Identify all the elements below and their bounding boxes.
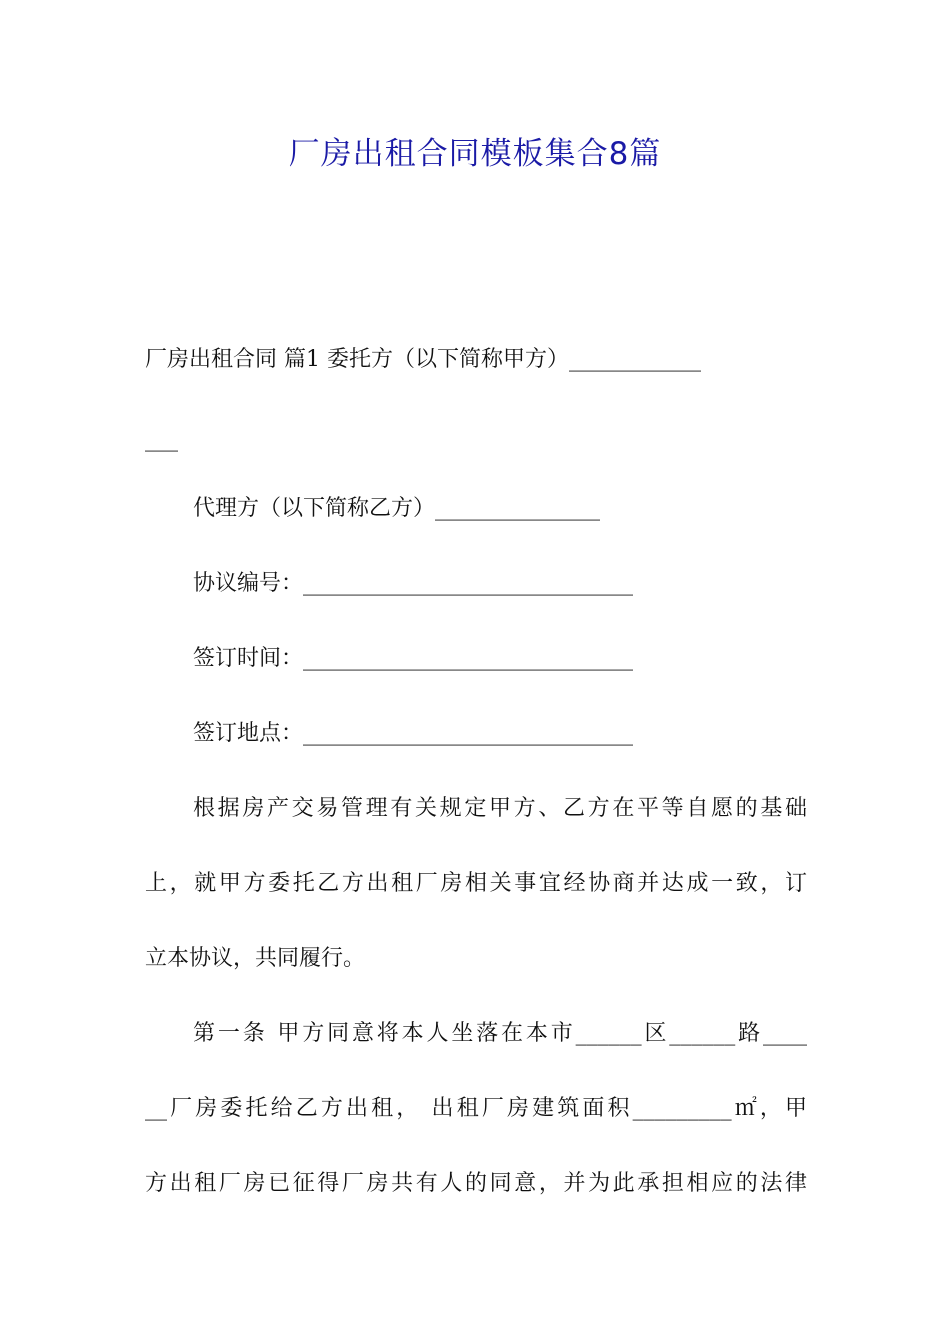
paragraph-line: 立本协议，共同履行。 [145, 946, 366, 971]
paragraph-line: 上，就甲方委托乙方出租厂房相关事宜经协商并达成一致，订 [145, 871, 807, 896]
paragraph-line: 根据房产交易管理有关规定甲方、乙方在平等自愿的基础 [193, 796, 807, 821]
article-one-line: 第一条 甲方同意将本人坐落在本市______区______路____ [193, 1021, 807, 1046]
article-one-line: __厂房委托给乙方出租， 出租厂房建筑面积_________㎡，甲 [145, 1096, 807, 1121]
document-title: 厂房出租合同模板集合8篇 [288, 136, 662, 172]
text-line-signing-place: 签订地点：______________________________ [193, 721, 634, 746]
text-line-party-b: 代理方（以下简称乙方）_______________ [193, 496, 601, 521]
text-line-signing-date: 签订时间：______________________________ [193, 646, 634, 671]
text-line-agreement-number: 协议编号：______________________________ [193, 571, 634, 596]
article-one-line: 方出租厂房已征得厂房共有人的同意，并为此承担相应的法律 [145, 1171, 807, 1196]
text-line-party-a-continued: ___ [145, 427, 178, 452]
text-line-part1-party-a: 厂房出租合同 篇1 委托方（以下简称甲方）____________ [145, 347, 701, 372]
